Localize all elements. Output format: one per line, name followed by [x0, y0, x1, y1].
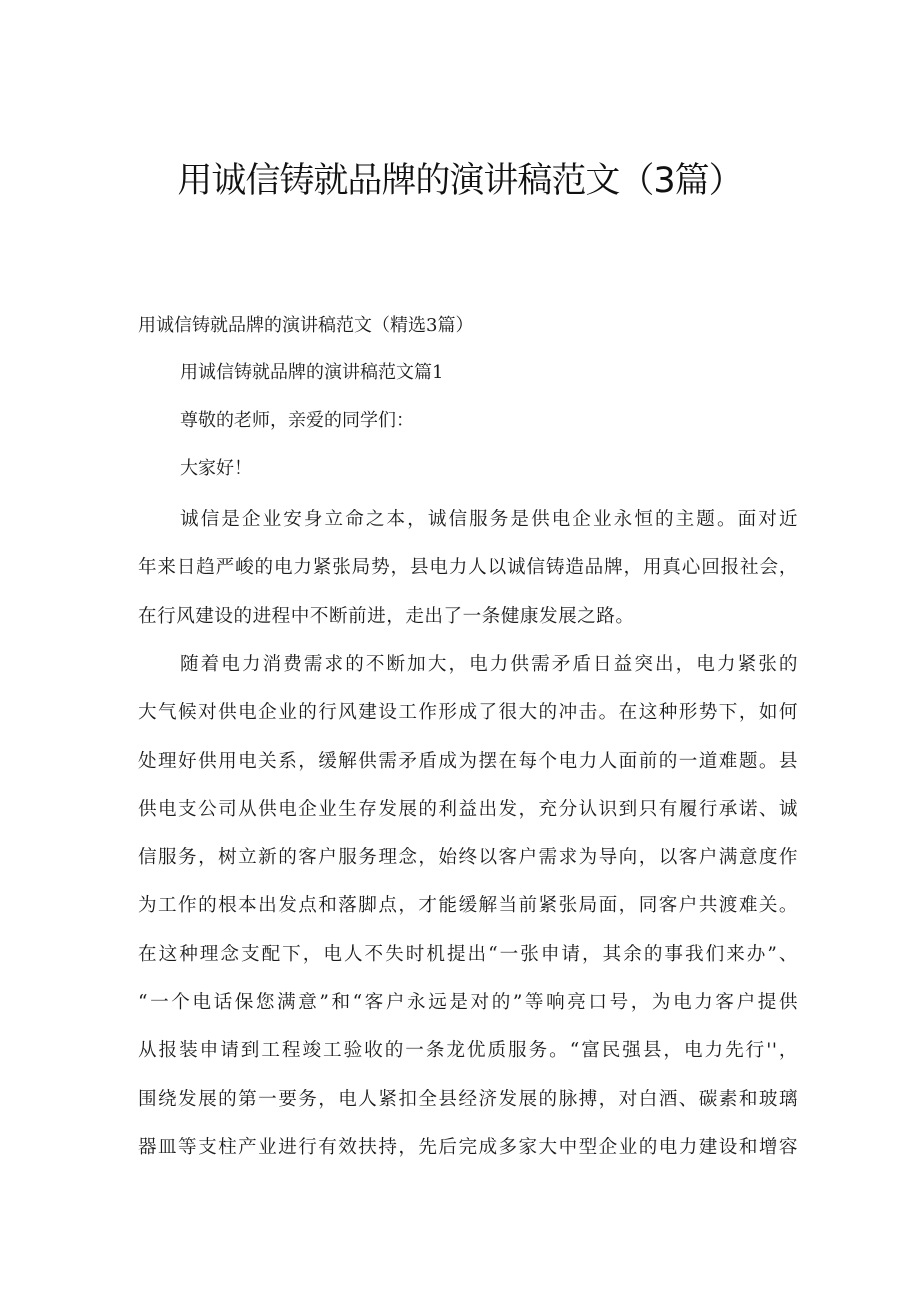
paragraph-line: 器皿等支柱产业进行有效扶持，先后完成多家大中型企业的电力建设和增容 — [138, 1136, 798, 1158]
greeting: 大家好！ — [180, 458, 252, 479]
paragraph-line: 大气候对供电企业的行风建设工作形成了很大的冲击。在这种形势下，如何 — [138, 702, 798, 724]
paragraph-line: 为工作的根本出发点和落脚点，才能缓解当前紧张局面，同客户共渡难关。 — [138, 895, 798, 917]
paragraph-1 — [138, 496, 798, 641]
document-title: 用诚信铸就品牌的演讲稿范文（3篇） — [177, 161, 743, 201]
paragraph-line: 处理好供用电关系，缓解供需矛盾成为摆在每个电力人面前的一道难题。县 — [138, 750, 798, 772]
paragraph-line: 供电支公司从供电企业生存发展的利益出发，充分认识到只有履行承诺、诚 — [138, 798, 798, 820]
paragraph-line: 在这种理念支配下，电人不失时机提出“一张申请，其余的事我们来办”、 — [138, 943, 798, 965]
paragraph-line: 信服务，树立新的客户服务理念，始终以客户需求为导向，以客户满意度作 — [138, 847, 798, 869]
paragraph-line: “一个电话保您满意”和“客户永远是对的”等响亮口号，为电力客户提供 — [138, 992, 798, 1014]
paragraph-line: 年来日趋严峻的电力紧张局势，县电力人以诚信铸造品牌，用真心回报社会， — [138, 557, 798, 579]
paragraph-2 — [138, 641, 798, 1172]
paragraph-line: 围绕发展的第一要务，电人紧扣全县经济发展的脉搏，对白酒、碳素和玻璃 — [138, 1088, 798, 1110]
section-heading: 用诚信铸就品牌的演讲稿范文篇1 — [180, 362, 444, 383]
paragraph-line: 随着电力消费需求的不断加大，电力供需矛盾日益突出，电力紧张的 — [180, 654, 798, 675]
paragraph-line: 在行风建设的进程中不断前进，走出了一条健康发展之路。 — [138, 605, 635, 627]
paragraph-line: 从报装申请到工程竣工验收的一条龙优质服务。“富民强县，电力先行''， — [138, 1040, 798, 1062]
salutation: 尊敬的老师，亲爱的同学们： — [180, 410, 414, 431]
paragraph-line: 诚信是企业安身立命之本，诚信服务是供电企业永恒的主题。面对近 — [180, 509, 798, 530]
document-subtitle: 用诚信铸就品牌的演讲稿范文（精选3篇） — [138, 315, 474, 336]
